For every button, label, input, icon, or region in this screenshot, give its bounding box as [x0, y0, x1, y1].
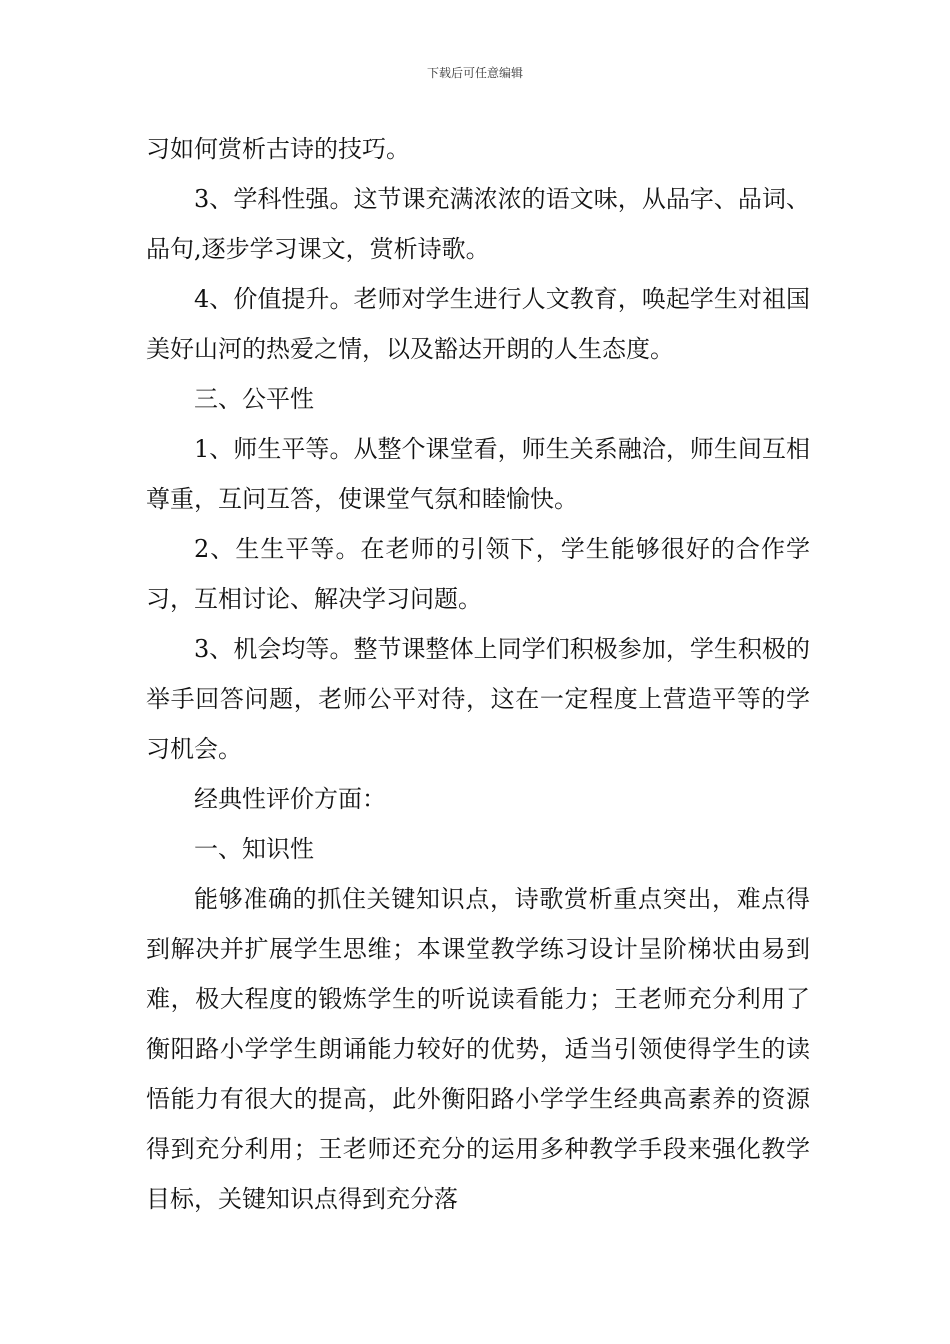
paragraph: 4、价值提升。老师对学生进行人文教育，唤起学生对祖国美好山河的热爱之情，以及豁达开朗的人生态度。 — [146, 285, 810, 363]
section-heading: 三、公平性 — [194, 385, 314, 413]
paragraph: 能够准确的抓住关键知识点，诗歌赏析重点突出，难点得到解决并扩展学生思维；本课堂教学练习设计呈阶梯状由易到难，极大程度的锻炼学生的听说读看能力；王老师充分利用了衡阳路小学学生朗诵能力较好的优势，适当引领使得学生的读悟能力有很大的提高，此外衡阳路小学学生经典高素养的资源得到充分利用；王老师还充分的运用多种教学手段来强化教学目标，关键知识点得到充分落 — [146, 885, 810, 1213]
section-heading: 一、知识性 — [194, 835, 314, 863]
paragraph: 3、学科性强。这节课充满浓浓的语文味，从品字、品词、品句,逐步学习课文，赏析诗歌。 — [146, 185, 810, 263]
page-header: 下载后可任意编辑 — [426, 66, 523, 80]
document-body — [146, 124, 810, 1224]
paragraph: 习如何赏析古诗的技巧。 — [146, 135, 410, 163]
paragraph: 3、机会均等。整节课整体上同学们积极参加，学生积极的举手回答问题，老师公平对待，这在一定程度上营造平等的学习机会。 — [146, 635, 810, 763]
section-heading: 经典性评价方面： — [194, 785, 386, 813]
paragraph: 2、生生平等。在老师的引领下，学生能够很好的合作学习，互相讨论、解决学习问题。 — [146, 535, 810, 613]
paragraph: 1、师生平等。从整个课堂看，师生关系融洽，师生间互相尊重，互问互答，使课堂气氛和睦愉快。 — [146, 435, 810, 513]
